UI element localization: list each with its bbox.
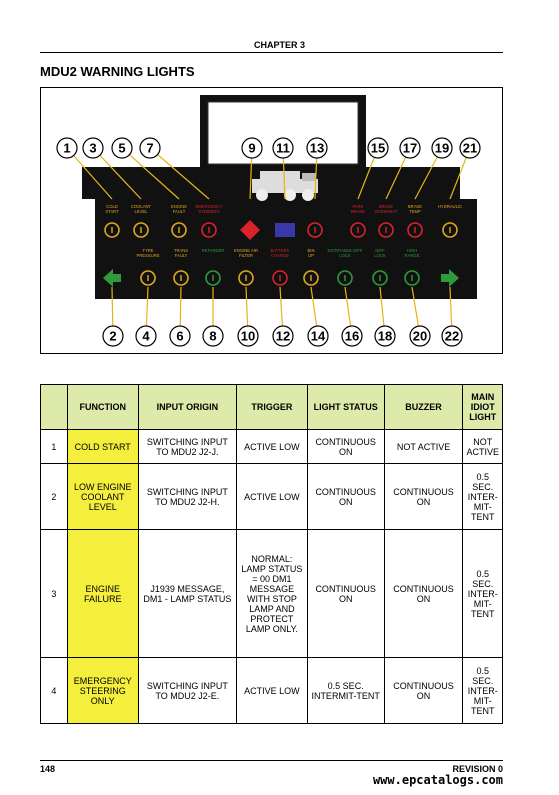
cell-trigger: NORMAL: LAMP STATUS = 00 DM1 MESSAGE WITH STOP LAMP AND PROTECT LAMP ONLY. — [237, 530, 308, 658]
cell-num: 4 — [41, 658, 68, 724]
callout-1-label: 1 — [63, 140, 71, 156]
callout-17-label: 17 — [402, 140, 418, 156]
callout-16-label: 16 — [344, 328, 360, 344]
callout-6-label: 6 — [176, 328, 184, 344]
warning-lights-diagram — [40, 87, 503, 354]
bottom-label-line: LOCK — [339, 253, 351, 258]
callout-9-label: 9 — [248, 140, 256, 156]
callout-18-label: 18 — [377, 328, 393, 344]
bottom-label-7 — [308, 248, 315, 258]
footer-rule — [40, 760, 503, 761]
top-label-line: START — [105, 209, 119, 214]
callout-5-label: 5 — [118, 140, 126, 156]
bottom-label-line: FILTER — [238, 253, 254, 258]
callout-10-label: 10 — [240, 328, 256, 344]
top-label-line: STEERING — [198, 209, 220, 214]
col-header-main-idiot-light: MAIN IDIOT LIGHT — [463, 385, 503, 430]
bottom-label-line: DIFF — [375, 248, 385, 253]
callout-11-label: 11 — [276, 140, 290, 156]
bottom-label-line: TYRE — [142, 248, 154, 253]
col-header-trigger: TRIGGER — [237, 385, 308, 430]
col-header-light-status: LIGHT STATUS — [307, 385, 384, 430]
bottom-label-3 — [174, 248, 188, 258]
callout-8-label: 8 — [209, 328, 217, 344]
table-row — [41, 530, 503, 658]
top-label-line: HYDRAULIC — [437, 204, 463, 209]
callout-13-label: 13 — [309, 140, 325, 156]
bottom-label-line: PRESSURE — [136, 253, 160, 258]
cell-function: EMERGENCY STEERING ONLY — [67, 658, 138, 724]
cell-trigger: ACTIVE LOW — [237, 464, 308, 530]
cell-buzzer: CONTINUOUS ON — [384, 658, 463, 724]
top-label-line: COLD — [106, 204, 118, 209]
bottom-label-line: RETARDER — [201, 248, 225, 253]
callout-19-label: 19 — [434, 140, 450, 156]
callout-22-label: 22 — [444, 328, 460, 344]
top-label-line: EMERGENCY — [195, 204, 223, 209]
top-label-line: PARK — [352, 204, 364, 209]
callout-7-label: 7 — [146, 140, 154, 156]
col-header-num — [41, 385, 68, 430]
top-label-1 — [105, 204, 119, 214]
cell-buzzer: NOT ACTIVE — [384, 430, 463, 464]
watermark: www.epcatalogs.com — [372, 773, 503, 787]
blank-warning-icon — [275, 223, 295, 237]
bottom-label-line: HIGH — [406, 248, 418, 253]
col-header-buzzer: BUZZER — [384, 385, 463, 430]
warning-lights-table — [40, 384, 503, 724]
revision-label: REVISION 0 — [452, 764, 503, 774]
cell-main-idiot-light: 0.5 SEC. INTER-MIT-TENT — [463, 658, 503, 724]
cell-light-status: 0.5 SEC. INTERMIT-TENT — [307, 658, 384, 724]
callout-12-label: 12 — [275, 328, 291, 344]
cell-main-idiot-light: 0.5 SEC. INTER-MIT-TENT — [463, 530, 503, 658]
top-label-line: TEMP — [409, 209, 421, 214]
cell-main-idiot-light: 0.5 SEC. INTER-MIT-TENT — [463, 464, 503, 530]
callout-20-label: 20 — [412, 328, 428, 344]
bottom-label-line: FAULT — [174, 253, 188, 258]
callout-3-label: 3 — [89, 140, 97, 156]
callout-15-label: 15 — [370, 140, 386, 156]
cell-buzzer: CONTINUOUS ON — [384, 530, 463, 658]
cell-num: 2 — [41, 464, 68, 530]
bottom-label-line: NOTIFIABLE DIFF — [327, 248, 363, 253]
top-label-3 — [171, 204, 187, 214]
cell-main-idiot-light: NOT ACTIVE — [463, 430, 503, 464]
labels-bottom-row — [136, 248, 419, 258]
cell-light-status: CONTINUOUS ON — [307, 530, 384, 658]
bottom-label-9 — [374, 248, 386, 258]
cell-input-origin: SWITCHING INPUT TO MDU2 J2-E. — [138, 658, 236, 724]
callout-4-label: 4 — [142, 328, 150, 344]
cell-input-origin: J1939 MESSAGE, DM1 - LAMP STATUS — [138, 530, 236, 658]
bottom-label-line: RANGE — [404, 253, 420, 258]
bottom-label-line: LOCK — [374, 253, 386, 258]
bottom-label-line: BATTERY — [270, 248, 290, 253]
col-header-function: FUNCTION — [67, 385, 138, 430]
callout-21-label: 21 — [462, 140, 478, 156]
bottom-label-line: BIN — [307, 248, 315, 253]
cell-function: ENGINE FAILURE — [67, 530, 138, 658]
section-title: MDU2 WARNING LIGHTS — [40, 64, 195, 79]
col-header-input-origin: INPUT ORIGIN — [138, 385, 236, 430]
top-label-line: BRAKE — [407, 204, 423, 209]
top-label-line: BRAKE — [378, 204, 394, 209]
cell-function: COLD START — [67, 430, 138, 464]
callout-2-label: 2 — [109, 328, 117, 344]
cell-function: LOW ENGINE COOLANT LEVEL — [67, 464, 138, 530]
cell-num: 3 — [41, 530, 68, 658]
top-label-line: BRAKE — [350, 209, 366, 214]
cell-light-status: CONTINUOUS ON — [307, 464, 384, 530]
top-label-11 — [438, 204, 462, 209]
cell-trigger: ACTIVE LOW — [237, 658, 308, 724]
cell-trigger: ACTIVE LOW — [237, 430, 308, 464]
cell-light-status: CONTINUOUS ON — [307, 430, 384, 464]
table-header-row — [41, 385, 503, 430]
bottom-label-line: UP — [308, 253, 314, 258]
table-row — [41, 658, 503, 724]
top-label-line: LEVEL — [134, 209, 148, 214]
top-label-line: ENGINE — [170, 204, 188, 209]
header-rule — [40, 52, 503, 53]
top-label-line: FAULT — [172, 209, 186, 214]
top-label-8 — [351, 204, 365, 214]
bottom-label-line: TRANS — [173, 248, 189, 253]
top-label-line: COOLANT — [130, 204, 152, 209]
bottom-label-6 — [271, 248, 290, 258]
cell-input-origin: SWITCHING INPUT TO MDU2 J2-J. — [138, 430, 236, 464]
top-label-4 — [196, 204, 223, 214]
top-label-10 — [408, 204, 422, 214]
table-row — [41, 464, 503, 530]
table-row — [41, 430, 503, 464]
page-number: 148 — [40, 764, 56, 774]
callout-14-label: 14 — [310, 328, 326, 344]
cell-num: 1 — [41, 430, 68, 464]
chapter-heading: CHAPTER 3 — [253, 40, 305, 50]
bottom-label-4 — [202, 248, 225, 253]
bottom-label-line: CHARGE — [271, 253, 289, 258]
bottom-label-line: ENGINE AIR — [234, 248, 258, 253]
cell-input-origin: SWITCHING INPUT TO MDU2 J2-H. — [138, 464, 236, 530]
cell-buzzer: CONTINUOUS ON — [384, 464, 463, 530]
top-label-line: OVERHEAT — [374, 209, 398, 214]
